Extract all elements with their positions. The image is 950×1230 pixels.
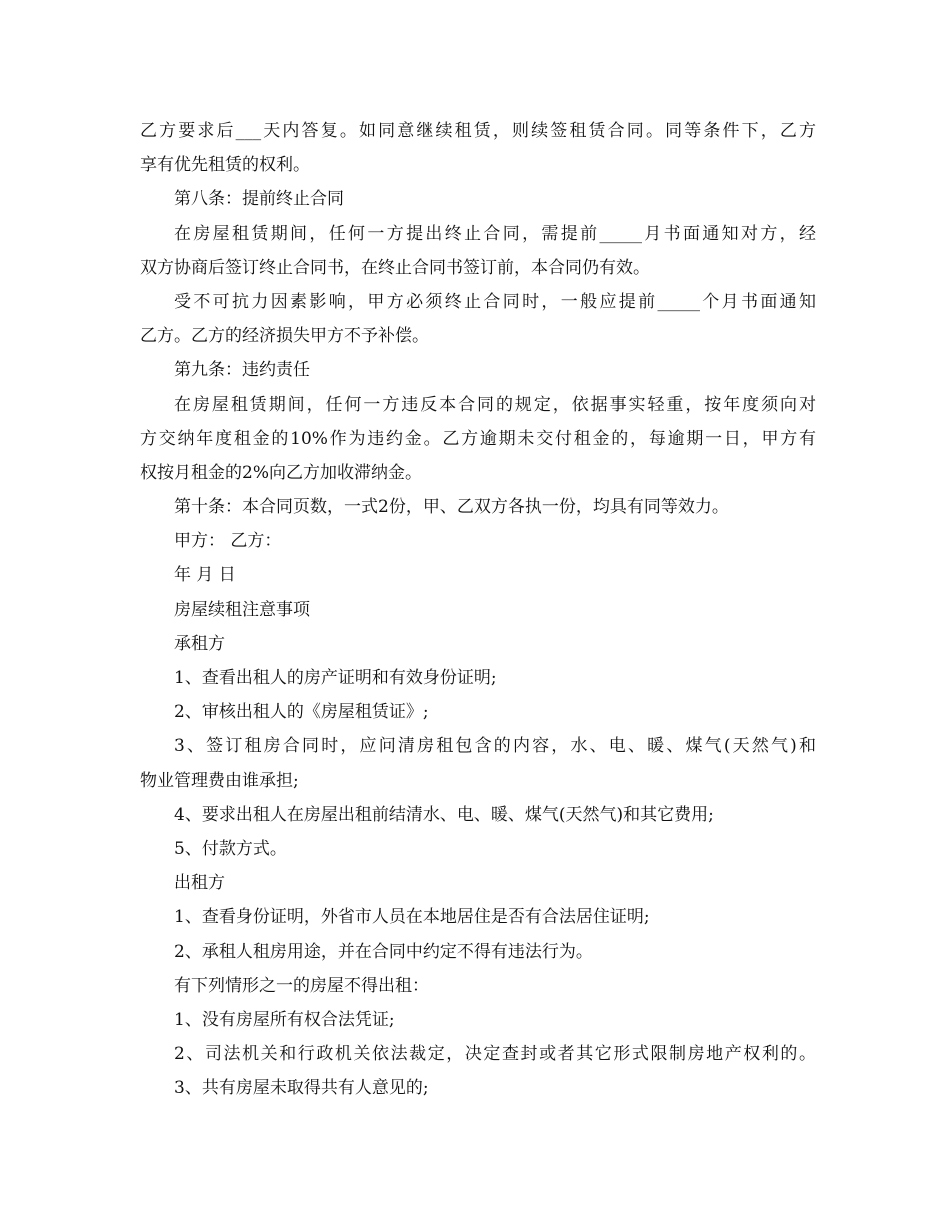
text-line: 房屋续租注意事项 bbox=[174, 599, 310, 620]
text-line: 2、审核出租人的《房屋租赁证》; bbox=[174, 702, 429, 723]
text-line: 第九条：违约责任 bbox=[174, 360, 310, 381]
text-line: 1、查看身份证明，外省市人员在本地居住是否有合法居住证明; bbox=[174, 907, 650, 928]
text-line: 年 月 日 bbox=[174, 565, 236, 586]
text-line: 权按月租金的2%向乙方加收滞纳金。 bbox=[140, 462, 422, 483]
text-line: 乙方。乙方的经济损失甲方不予补偿。 bbox=[140, 326, 429, 347]
text-line: 1、查看出租人的房产证明和有效身份证明; bbox=[174, 668, 497, 688]
text-line: 乙方要求后___天内答复。如同意继续租赁，则续签租赁合同。同等条件下，乙方 bbox=[140, 121, 816, 141]
text-line: 享有优先租赁的权利。 bbox=[140, 155, 310, 176]
text-line: 5、付款方式。 bbox=[174, 838, 287, 859]
text-line: 1、没有房屋所有权合法凭证; bbox=[174, 1009, 395, 1030]
text-line: 方交纳年度租金的10%作为违约金。乙方逾期未交付租金的，每逾期一日，甲方有 bbox=[140, 428, 816, 449]
text-line: 第十条：本合同页数，一式2份，甲、乙双方各执一份，均具有同等效力。 bbox=[174, 497, 729, 518]
document-page bbox=[140, 114, 816, 1105]
text-line: 承租方 bbox=[174, 633, 225, 654]
text-line: 出租方 bbox=[174, 873, 225, 894]
text-line: 2、承租人租房用途，并在合同中约定不得有违法行为。 bbox=[174, 941, 593, 962]
text-line: 受不可抗力因素影响，甲方必须终止合同时，一般应提前_____个月书面通知 bbox=[174, 291, 816, 312]
text-line: 3、签订租房合同时，应问清房租包含的内容，水、电、暖、煤气(天然气)和 bbox=[174, 736, 816, 757]
text-line: 双方协商后签订终止合同书，在终止合同书签订前，本合同仍有效。 bbox=[140, 257, 650, 278]
text-line: 在房屋租赁期间，任何一方违反本合同的规定，依据事实轻重，按年度须向对 bbox=[174, 394, 816, 415]
text-line: 2、司法机关和行政机关依法裁定，决定查封或者其它形式限制房地产权利的。 bbox=[174, 1044, 816, 1065]
text-line: 物业管理费由谁承担; bbox=[140, 770, 299, 791]
text-line: 第八条：提前终止合同 bbox=[174, 189, 344, 210]
text-line: 在房屋租赁期间，任何一方提出终止合同，需提前_____月书面通知对方，经 bbox=[174, 223, 816, 244]
text-line: 有下列情形之一的房屋不得出租： bbox=[174, 975, 429, 996]
text-line: 甲方： 乙方： bbox=[174, 531, 282, 552]
text-line: 4、要求出租人在房屋出租前结清水、电、暖、煤气(天然气)和其它费用; bbox=[174, 804, 714, 825]
text-line: 3、共有房屋未取得共有人意见的; bbox=[174, 1078, 429, 1099]
